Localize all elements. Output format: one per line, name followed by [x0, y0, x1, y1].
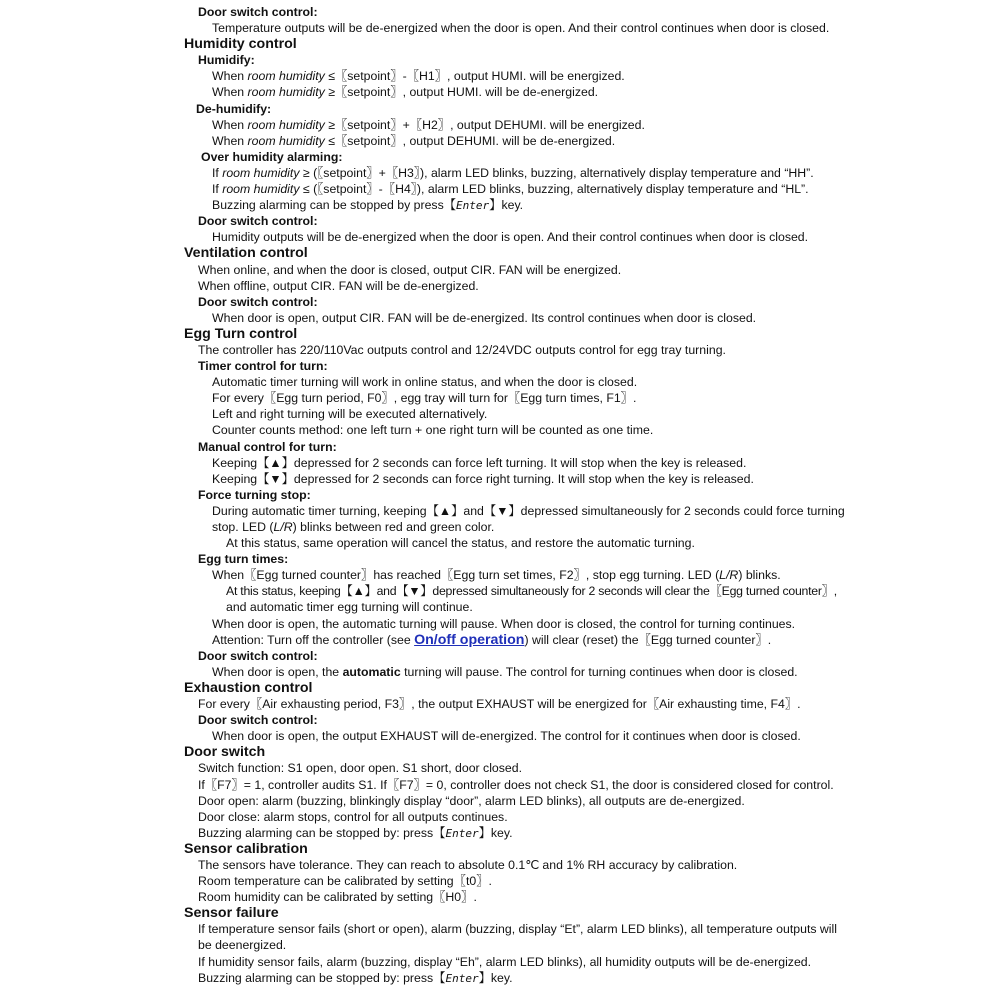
paragraph-line: Attention: Turn off the controller (see On/off operation) will clear (reset) the〖Egg turned counter〗. [212, 631, 772, 648]
paragraph-line: During automatic timer turning, keeping【▲】and【▼】depressed simultaneously for 2 seconds could force turning [212, 503, 845, 518]
on-off-operation-link[interactable]: On/off operation [414, 631, 525, 648]
paragraph-line: If〖F7〗= 1, controller audits S1. If〖F7〗= 0, controller does not check S1, the door is considered closed for control. [198, 777, 834, 792]
paragraph-line: Door close: alarm stops, control for all outputs continues. [198, 809, 508, 824]
emphasis-text: room humidity [247, 117, 325, 132]
subheading-manual-control: Manual control for turn: [198, 439, 337, 454]
paragraph-line: Keeping【▲】depressed for 2 seconds can force left turning. It will stop when the key is released. [212, 455, 747, 470]
subheading-door-switch-control: Door switch control: [198, 294, 318, 309]
paragraph-line: Door open: alarm (buzzing, blinkingly display “door”, alarm LED blinks), all outputs are de-energized. [198, 793, 745, 808]
emphasis-text: room humidity [247, 69, 325, 84]
enter-key-label: Enter [445, 971, 479, 985]
paragraph-line: When room humidity ≤〖setpoint〗-〖H1〗, output HUMI. will be energized. [212, 69, 625, 84]
paragraph-line: Buzzing alarming can be stopped by press【Enter】key. [212, 198, 524, 213]
emphasis-text: room humidity [222, 182, 300, 197]
section-heading-sensor-failure: Sensor failure [184, 905, 279, 922]
paragraph-line: The sensors have tolerance. They can reach to absolute 0.1℃ and 1% RH accuracy by calibration. [198, 857, 738, 872]
section-heading-ventilation-control: Ventilation control [184, 245, 308, 262]
subheading-force-turning-stop: Force turning stop: [198, 487, 311, 502]
emphasis-text: room humidity [247, 85, 325, 100]
paragraph-line: At this status, keeping【▲】and【▼】depressed simultaneously for 2 seconds will clear the〖Egg turned counter〗, [226, 584, 837, 599]
subheading-over-humidity-alarming: Over humidity alarming: [201, 149, 343, 164]
emphasis-text: L/R [273, 520, 293, 534]
subheading-egg-turn-times: Egg turn times: [198, 552, 289, 567]
section-heading-door-switch: Door switch [184, 744, 266, 761]
paragraph-line: Humidity outputs will be de-energized when the door is open. And their control continues when door is closed. [212, 230, 809, 245]
paragraph-line: At this status, same operation will cancel the status, and restore the automatic turning. [226, 536, 695, 551]
paragraph-line: stop. LED (L/R) blinks between red and green color. [212, 520, 495, 534]
subheading-de-humidify: De-humidify: [196, 101, 272, 116]
section-heading-egg-turn-control: Egg Turn control [184, 325, 298, 342]
subheading-timer-control: Timer control for turn: [198, 359, 328, 374]
paragraph-line: When room humidity ≥〖setpoint〗, output HUMI. will be de-energized. [212, 85, 599, 100]
manual-page [0, 4, 1001, 986]
emphasis-text: room humidity [247, 133, 325, 148]
paragraph-line: When door is open, the automatic turning will pause. The control for turning continues when door is closed. [212, 664, 798, 679]
paragraph-line: Left and right turning will be executed alternatively. [212, 407, 488, 422]
subheading-door-switch-control: Door switch control: [198, 648, 318, 663]
paragraph-line: The controller has 220/110Vac outputs control and 12/24VDC outputs control for egg tray turning. [198, 342, 726, 357]
paragraph-line: Automatic timer turning will work in online status, and when the door is closed. [212, 375, 638, 390]
paragraph-line: When online, and when the door is closed, output CIR. FAN will be energized. [198, 262, 622, 277]
paragraph-line: Switch function: S1 open, door open. S1 short, door closed. [198, 761, 523, 776]
paragraph-line: If room humidity ≤ (〖setpoint〗-〖H4〗), alarm LED blinks, buzzing, alternatively display temperature and “HL”. [212, 182, 809, 197]
paragraph-line: When offline, output CIR. FAN will be de-energized. [198, 278, 479, 293]
paragraph-line: When door is open, the automatic turning will pause. When door is closed, the control for turning continues. [212, 616, 796, 631]
paragraph-line: Room humidity can be calibrated by setting〖H0〗. [198, 890, 477, 905]
paragraph-line: Counter counts method: one left turn + one right turn will be counted as one time. [212, 423, 654, 438]
paragraph-line: Temperature outputs will be de-energized when the door is open. And their control continues when door is closed. [212, 21, 830, 36]
enter-key-label: Enter [445, 826, 479, 840]
subheading-door-switch-control: Door switch control: [198, 214, 318, 229]
paragraph-line: If temperature sensor fails (short or open), alarm (buzzing, display “Et”, alarm LED blinks), all temperature outputs will [198, 922, 838, 937]
paragraph-line: and automatic timer egg turning will continue. [226, 600, 473, 615]
paragraph-line: be deenergized. [198, 938, 287, 953]
paragraph-line: Room temperature can be calibrated by setting〖t0〗. [198, 874, 492, 889]
paragraph-line: When room humidity ≤〖setpoint〗, output DEHUMI. will be de-energized. [212, 133, 616, 148]
subheading-door-switch-control: Door switch control: [198, 713, 318, 728]
paragraph-line: When door is open, the output EXHAUST will de-energized. The control for it continues when door is closed. [212, 729, 801, 744]
subheading-humidify: Humidify: [198, 53, 255, 68]
emphasis-text: room humidity [222, 165, 300, 180]
subheading-door-switch-control: Door switch control: [198, 5, 318, 19]
paragraph-line: Buzzing alarming can be stopped by: press【Enter】key. [198, 825, 513, 840]
section-heading-exhaustion-control: Exhaustion control [184, 679, 313, 696]
paragraph-line: When〖Egg turned counter〗has reached〖Egg turn set times, F2〗, stop egg turning. LED (L/R) blinks. [212, 568, 781, 583]
paragraph-line: When door is open, output CIR. FAN will be de-energized. Its control continues when door is closed. [212, 310, 757, 325]
paragraph-line: For every〖Egg turn period, F0〗, egg tray will turn for〖Egg turn times, F1〗. [212, 391, 637, 406]
enter-key-label: Enter [456, 199, 490, 213]
bold-text: automatic [342, 664, 401, 679]
paragraph-line: Keeping【▼】depressed for 2 seconds can force right turning. It will stop when the key is released. [212, 471, 754, 486]
section-heading-humidity-control: Humidity control [184, 36, 297, 53]
section-heading-sensor-calibration: Sensor calibration [184, 840, 308, 857]
paragraph-line: When room humidity ≥〖setpoint〗+〖H2〗, output DEHUMI. will be energized. [212, 117, 645, 132]
paragraph-line: Buzzing alarming can be stopped by: press【Enter】key. [198, 970, 513, 985]
paragraph-line: If room humidity ≥ (〖setpoint〗+〖H3〗), alarm LED blinks, buzzing, alternatively display temperature and “HH”. [212, 165, 814, 180]
paragraph-line: If humidity sensor fails, alarm (buzzing, display “Eh”, alarm LED blinks), all humidity outputs will be de-energized. [198, 954, 812, 969]
emphasis-text: L/R [719, 568, 739, 583]
paragraph-line: For every〖Air exhausting period, F3〗, the output EXHAUST will be energized for〖Air exhausting time, F4〗. [198, 697, 801, 712]
